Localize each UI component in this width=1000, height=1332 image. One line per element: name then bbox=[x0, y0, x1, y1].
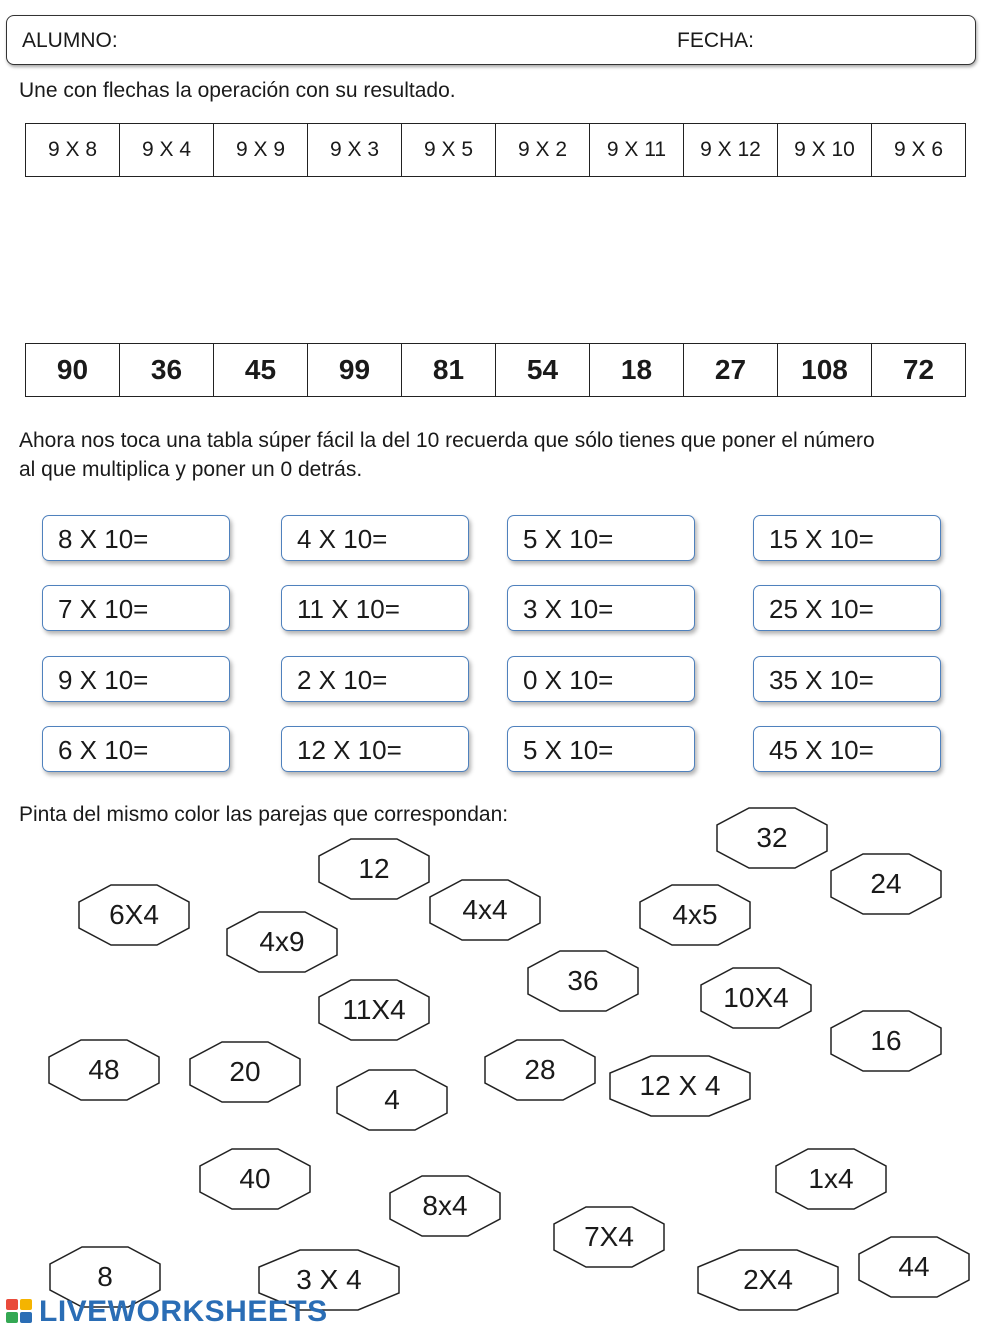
pair-token[interactable]: 11X4 bbox=[318, 979, 430, 1041]
pair-token[interactable]: 48 bbox=[48, 1039, 160, 1101]
operation-cell[interactable]: 9 X 2 bbox=[496, 124, 590, 177]
operation-cell[interactable]: 9 X 10 bbox=[778, 124, 872, 177]
pair-token[interactable]: 1x4 bbox=[775, 1148, 887, 1210]
pair-token[interactable]: 3 X 4 bbox=[258, 1249, 400, 1311]
operation-cell[interactable]: 9 X 5 bbox=[402, 124, 496, 177]
result-cell[interactable]: 54 bbox=[496, 344, 590, 397]
pair-token[interactable]: 28 bbox=[484, 1039, 596, 1101]
multiply-input-box[interactable]: 12 X 10= bbox=[281, 726, 469, 772]
section1-instruction: Une con flechas la operación con su resultado. bbox=[19, 79, 456, 102]
multiply-input-box[interactable]: 15 X 10= bbox=[753, 515, 941, 561]
pair-token[interactable]: 32 bbox=[716, 807, 828, 869]
operation-cell[interactable]: 9 X 8 bbox=[26, 124, 120, 177]
multiply-input-box[interactable]: 9 X 10= bbox=[42, 656, 230, 702]
operation-cell[interactable]: 9 X 3 bbox=[308, 124, 402, 177]
operation-cell[interactable]: 9 X 12 bbox=[684, 124, 778, 177]
section3-instruction: Pinta del mismo color las parejas que correspondan: bbox=[19, 803, 509, 826]
multiply-input-box[interactable]: 35 X 10= bbox=[753, 656, 941, 702]
multiply-input-box[interactable]: 25 X 10= bbox=[753, 585, 941, 631]
multiply-input-box[interactable]: 6 X 10= bbox=[42, 726, 230, 772]
multiply-input-box[interactable]: 5 X 10= bbox=[507, 515, 695, 561]
pair-token[interactable]: 40 bbox=[199, 1148, 311, 1210]
liveworksheets-logo bbox=[6, 1296, 328, 1328]
pair-token[interactable]: 12 bbox=[318, 838, 430, 900]
multiply-input-box[interactable]: 8 X 10= bbox=[42, 515, 230, 561]
pair-token[interactable]: 6X4 bbox=[78, 884, 190, 946]
section2-instruction-line1: Ahora nos toca una tabla súper fácil la del 10 recuerda que sólo tienes que poner el número bbox=[19, 429, 875, 452]
pair-token[interactable]: 36 bbox=[527, 950, 639, 1012]
result-cell[interactable]: 27 bbox=[684, 344, 778, 397]
multiply-input-box[interactable]: 3 X 10= bbox=[507, 585, 695, 631]
pair-token[interactable]: 24 bbox=[830, 853, 942, 915]
pair-token[interactable]: 8x4 bbox=[389, 1175, 501, 1237]
multiply-input-box[interactable]: 0 X 10= bbox=[507, 656, 695, 702]
operation-cell[interactable]: 9 X 9 bbox=[214, 124, 308, 177]
fecha-label: FECHA: bbox=[677, 29, 755, 52]
logo-text: LIVEWORKSHEETS bbox=[39, 1295, 328, 1328]
result-cell[interactable]: 108 bbox=[778, 344, 872, 397]
operation-cell[interactable]: 9 X 11 bbox=[590, 124, 684, 177]
pair-token[interactable]: 4x9 bbox=[226, 911, 338, 973]
pair-token[interactable]: 7X4 bbox=[553, 1206, 665, 1268]
operation-cell[interactable]: 9 X 4 bbox=[120, 124, 214, 177]
alumno-label: ALUMNO: bbox=[22, 29, 118, 52]
pair-token[interactable]: 20 bbox=[189, 1041, 301, 1103]
multiply-input-box[interactable]: 45 X 10= bbox=[753, 726, 941, 772]
multiply-input-box[interactable]: 2 X 10= bbox=[281, 656, 469, 702]
result-cell[interactable]: 99 bbox=[308, 344, 402, 397]
pair-token[interactable]: 4x5 bbox=[639, 884, 751, 946]
operation-cell[interactable]: 9 X 6 bbox=[872, 124, 966, 177]
pair-token[interactable]: 4 bbox=[336, 1069, 448, 1131]
result-cell[interactable]: 36 bbox=[120, 344, 214, 397]
multiply-input-box[interactable]: 11 X 10= bbox=[281, 585, 469, 631]
pair-token[interactable]: 8 bbox=[49, 1246, 161, 1308]
result-cell[interactable]: 72 bbox=[872, 344, 966, 397]
result-cell[interactable]: 45 bbox=[214, 344, 308, 397]
pair-token[interactable]: 2X4 bbox=[697, 1249, 839, 1311]
pair-token[interactable]: 44 bbox=[858, 1236, 970, 1298]
pair-token[interactable]: 12 X 4 bbox=[609, 1055, 751, 1117]
multiply-input-box[interactable]: 7 X 10= bbox=[42, 585, 230, 631]
result-cell[interactable]: 90 bbox=[26, 344, 120, 397]
operations-table bbox=[25, 123, 966, 177]
pair-token[interactable]: 10X4 bbox=[700, 967, 812, 1029]
logo-icon bbox=[6, 1299, 36, 1325]
pair-token[interactable]: 16 bbox=[830, 1010, 942, 1072]
multiply-input-box[interactable]: 4 X 10= bbox=[281, 515, 469, 561]
section2-instruction-line2: al que multiplica y poner un 0 detrás. bbox=[19, 458, 363, 481]
result-cell[interactable]: 81 bbox=[402, 344, 496, 397]
student-header-box bbox=[6, 15, 976, 65]
results-table bbox=[25, 343, 966, 397]
pair-token[interactable]: 4x4 bbox=[429, 879, 541, 941]
multiply-input-box[interactable]: 5 X 10= bbox=[507, 726, 695, 772]
result-cell[interactable]: 18 bbox=[590, 344, 684, 397]
